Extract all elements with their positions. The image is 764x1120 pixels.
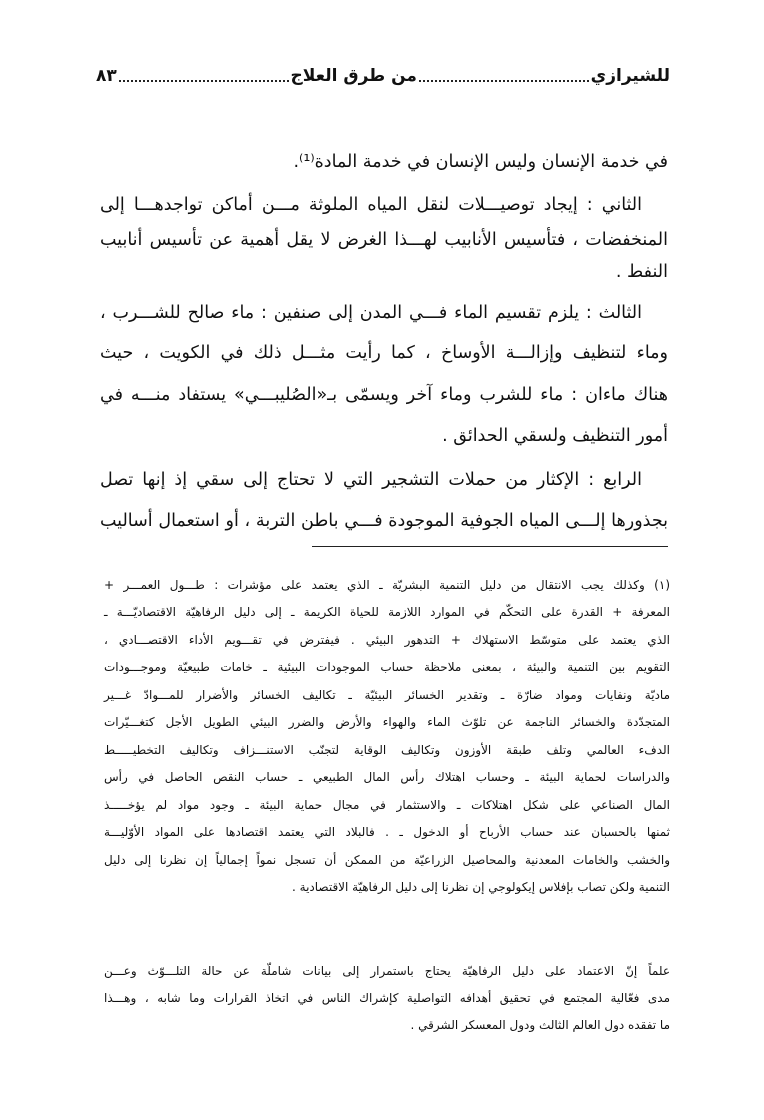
body-line: الثاني : إيجاد توصيـــلات لنقل المياه الملوثة مـــن أماكن تواجدهـــا إلى	[100, 195, 642, 215]
footnote-line: (١) وكذلك يجب الانتقال من دليل التنمية البشريّة ـ الذي يعتمد على مؤشرات : طـــول العمـــر +	[104, 578, 670, 592]
footnote-line: ما تفقده دول العالم الثالث ودول المعسكر الشرقي .	[410, 1018, 670, 1032]
body-line: بجذورها إلـــى المياه الجوفية الموجودة فـــي باطن التربة ، أو استعمال أساليب	[100, 511, 668, 531]
body-line: أمور التنظيف ولسقي الحدائق .	[442, 426, 668, 446]
footnote-line: والخشب والخامات المعدنية والمحاصيل الزراعيّة من الممكن أن تسجل نمواً إجمالياً إن نظرنا إلى دليل	[104, 853, 670, 867]
body-line: المنخفضات ، فتأسيس الأنابيب لهـــذا الغرض لا يقل أهمية عن تأسيس أنابيب	[100, 230, 668, 250]
running-header	[96, 62, 670, 90]
footnote-line: الدفء العالمي وتلف طبقة الأوزون وتكاليف الوقاية لتجنّب الاستنـــزاف وتكاليف التخطيـــــط	[104, 743, 670, 757]
footnote-line: التنمية ولكن تصاب بإفلاس إيكولوجي إن نظرنا إلى دليل الرفاهيّة الاقتصادية .	[292, 880, 670, 894]
footnote-line: المال الصناعي على شكل اهتلاكات ـ والاستثمار في مجال حماية البيئة ـ وجود مواد لم يؤخـــــذ	[104, 798, 670, 812]
footnote-line: التقويم بين التنمية والبيئة ، بمعنى ملاحظة حساب الموجودات البيئية ـ خامات طبيعيّة وموجـــودات	[104, 660, 670, 674]
footnote-line: ماديّة ونفايات ومواد ضارّة ـ وتقدير الخسائر البيئيّة ـ تكاليف الخسائر والأضرار للمـــوادّ غـــير	[104, 688, 670, 702]
footnote-line: مدى فعّالية المجتمع في تحقيق أهدافه التواصلية كإشراك الناس في اتخاذ القرارات وما شابه ، وهـــذا	[104, 991, 670, 1005]
header-author: للشيرازي	[590, 66, 670, 86]
footnote-line: علماً إنّ الاعتماد على دليل الرفاهيّة يحتاج باستمرار إلى بيانات شاملّة عن حالة التلـــوّث وعـــن	[104, 964, 670, 978]
page-number: ٨٣	[96, 66, 117, 86]
header-leader-dots	[119, 80, 289, 82]
body-line: الثالث : يلزم تقسيم الماء فـــي المدن إلى صنفين : ماء صالح للشـــرب ،	[100, 303, 642, 323]
footnote-line: والدراسات لحماية البيئة ـ وحساب اهتلاك رأس المال الطبيعي ـ حساب النقص الحاصل في رأس	[104, 770, 670, 784]
body-line: الرابع : الإكثار من حملات التشجير التي لا تحتاج إلى سقي إذ إنها تصل	[100, 470, 642, 490]
body-line: في خدمة الإنسان وليس الإنسان في خدمة المادة⁽¹⁾.	[293, 152, 668, 172]
footnote-line: ثمنها بالحسبان عند حساب الأرباح أو الدخول ـ . فالبلاد التي يعتمد اقتصادها على المواد الأوّليـــة	[104, 825, 670, 839]
body-line: هناك ماءان : ماء للشرب وماء آخر ويسمّى بـ«الصُليبـــي» يستفاد منـــه في	[100, 385, 668, 405]
footnote-line: المعرفة + القدرة على التحكّم في الموارد اللازمة للحياة الكريمة ـ إلى دليل الرفاهيّة الاقتصاديّـــة ـ	[104, 605, 670, 619]
header-leader-dots	[419, 80, 589, 82]
footnote-line: الذي يعتمد على متوسّط الاستهلاك + التدهور البيئي . فيفترض في تقـــويم الأداء الاقتصـــادي ،	[104, 633, 670, 647]
footnote-line: المتجدّدة والخسائر الناجمة عن تلوّث الماء والهواء والأرض والضرر البيئي الطويل الأجل كتغـــيّرات	[104, 715, 670, 729]
footnote-separator	[312, 546, 668, 547]
body-line: وماء لتنظيف وإزالـــة الأوساخ ، كما رأيت مثـــل ذلك في الكويت ، حيث	[100, 343, 668, 363]
header-section-title: من طرق العلاج	[290, 66, 417, 86]
body-line: النفط .	[615, 262, 668, 282]
